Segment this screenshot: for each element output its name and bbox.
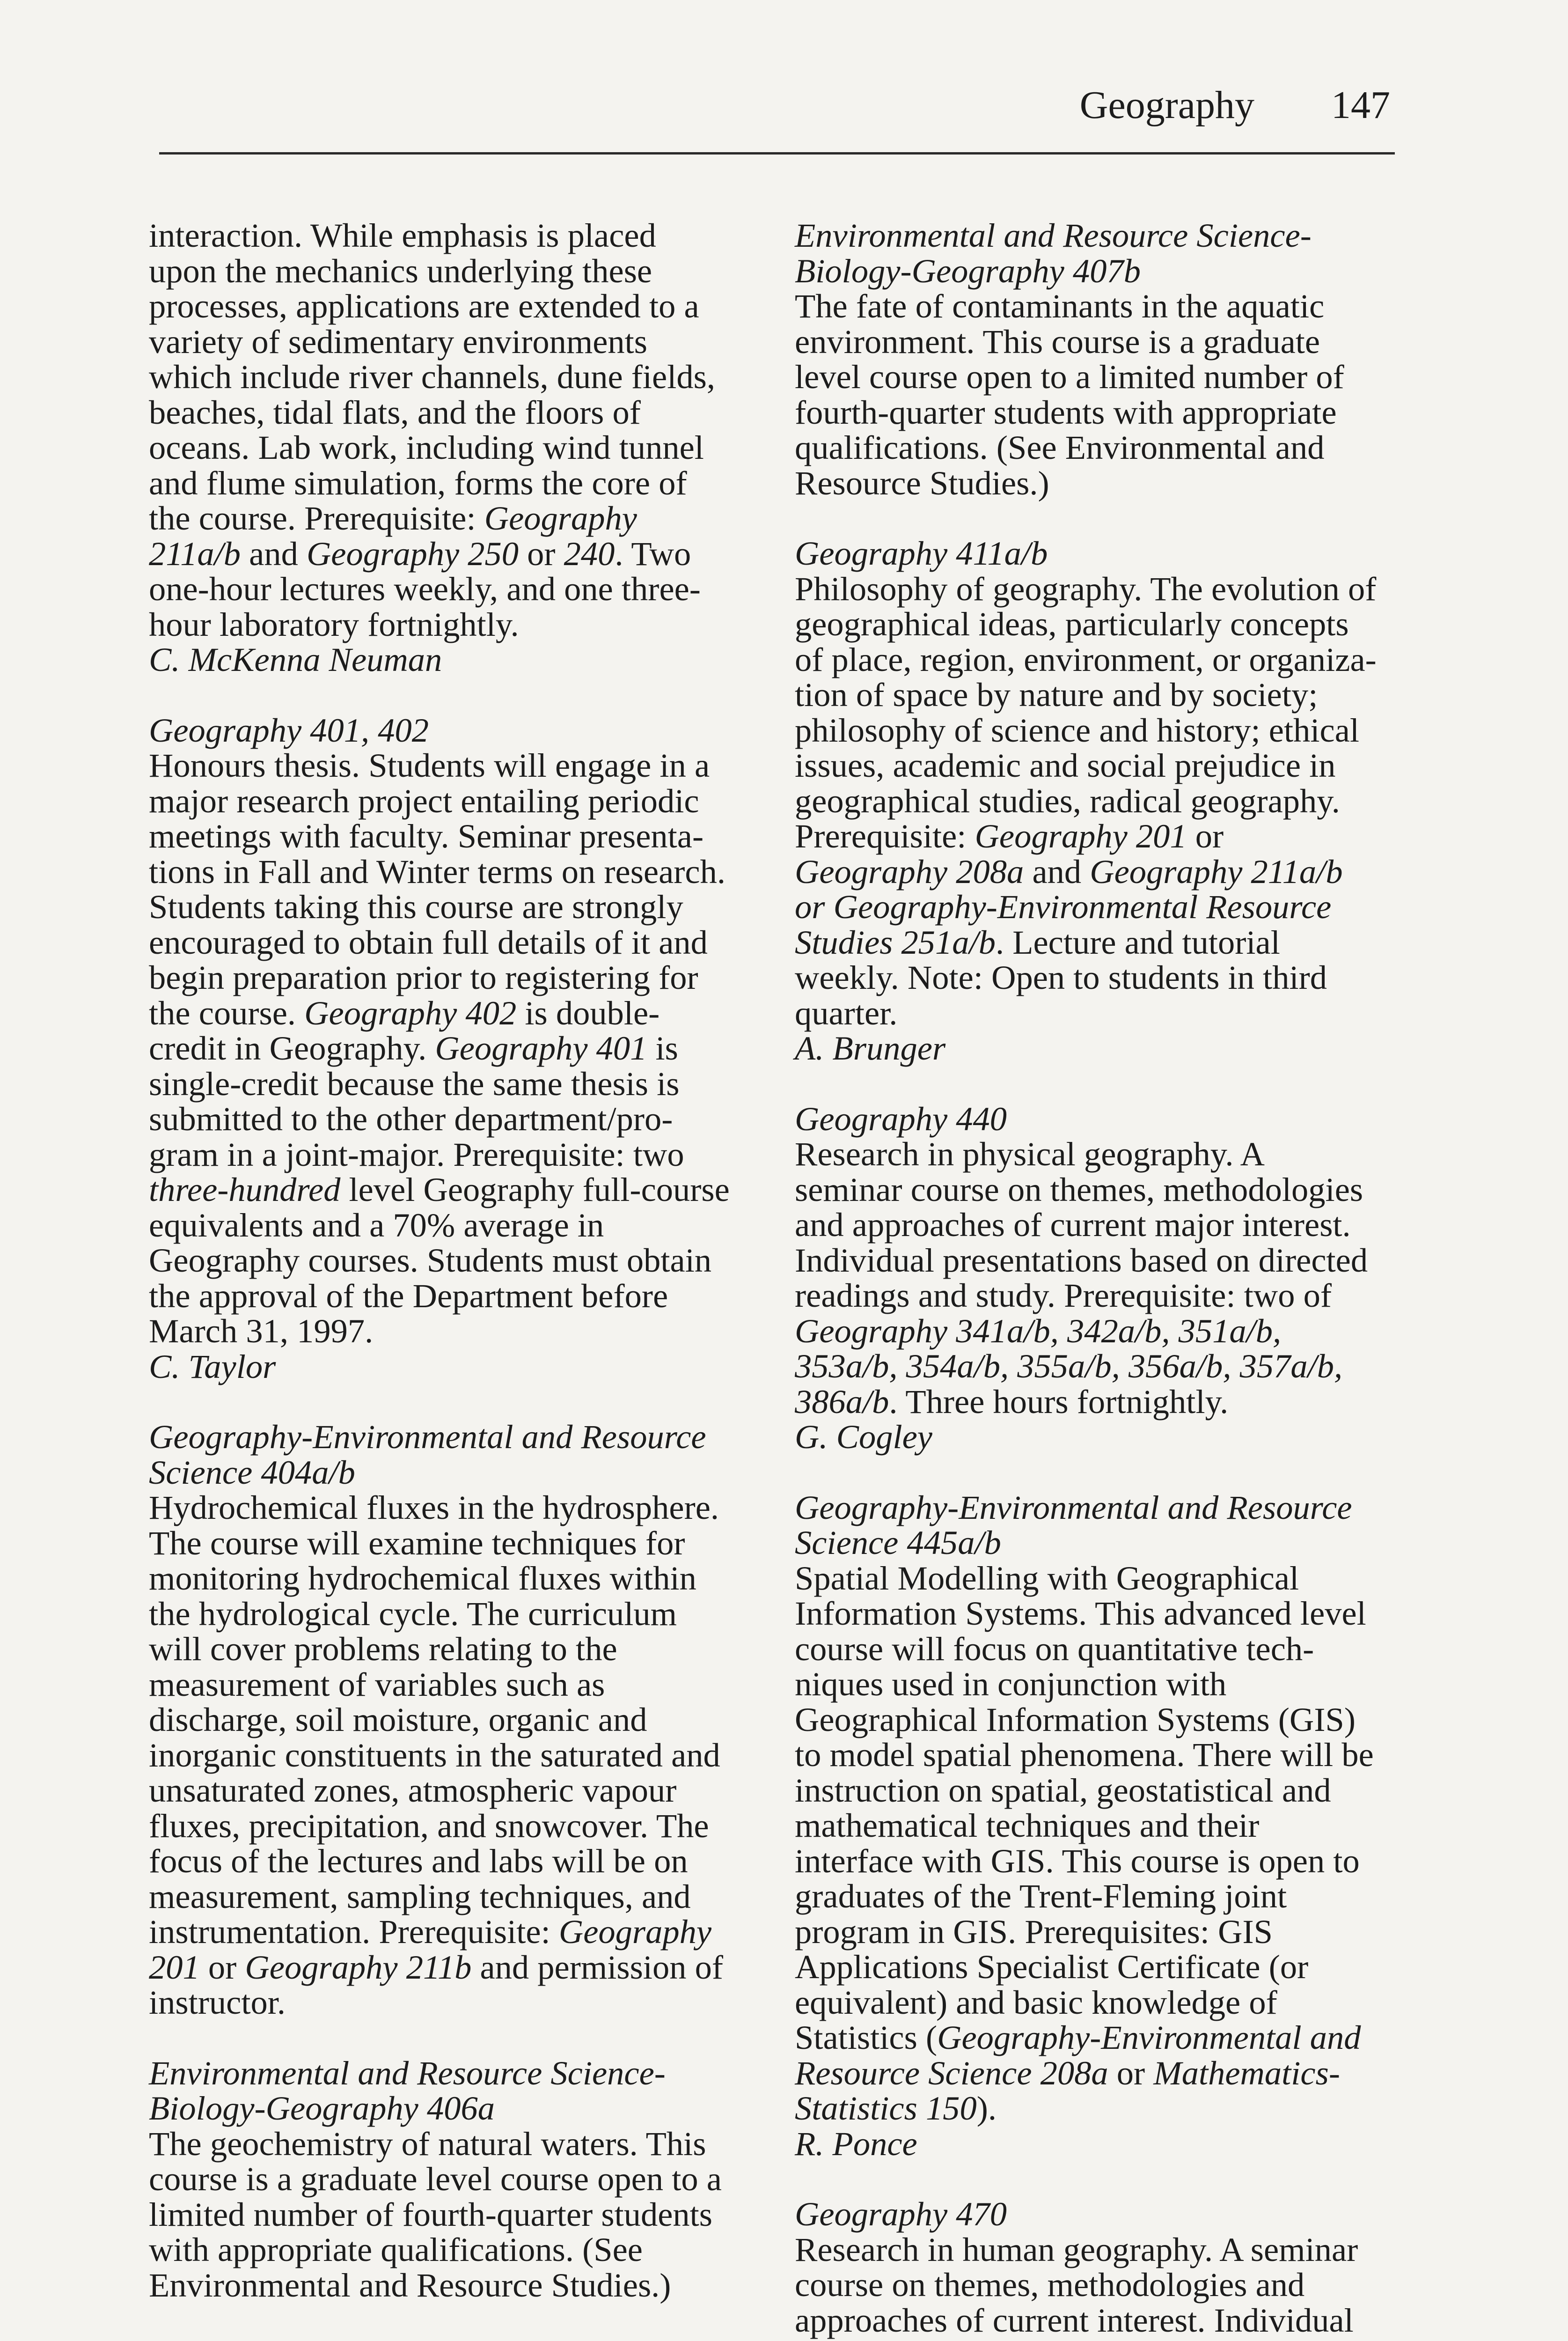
text-segment: processes, applications are extended to a (149, 287, 699, 325)
italic-text: 211a/b (149, 534, 241, 573)
text-line (149, 1985, 748, 2020)
text-line (149, 1843, 748, 1879)
text-segment: hour laboratory fortnightly. (149, 605, 519, 643)
text-segment: variety of sedimentary environments (149, 322, 648, 361)
text-segment: quarter. (795, 994, 898, 1032)
italic-text: Geography 250 (306, 534, 519, 573)
text-segment: or (199, 1948, 245, 1986)
italic-text: Geography 211b (245, 1948, 472, 1986)
text-line (795, 960, 1394, 995)
text-line (149, 2197, 748, 2232)
text-line (795, 1737, 1394, 1773)
text-segment: Hydrochemical fluxes in the hydrosphere. (149, 1488, 719, 1526)
text-line (149, 1101, 748, 1137)
text-segment: measurement of variables such as (149, 1665, 605, 1703)
text-line (149, 1561, 748, 1596)
italic-text: three-hundred (149, 1170, 341, 1208)
text-line (795, 1843, 1394, 1879)
text-line (149, 571, 748, 607)
text-line (149, 1031, 748, 1066)
text-line (149, 288, 748, 324)
text-segment: beaches, tidal flats, and the floors of (149, 393, 641, 431)
text-segment: . Three hours fortnightly. (889, 1382, 1229, 1421)
text-line (149, 359, 748, 395)
text-segment: upon the mechanics underlying these (149, 251, 652, 290)
text-segment: Statistics ( (795, 2018, 938, 2056)
text-line (795, 748, 1394, 783)
course-entry (795, 1101, 1394, 1455)
course-entry (149, 713, 748, 1384)
text-line (795, 571, 1394, 607)
text-segment: Geographical Information Systems (GIS) (795, 1700, 1356, 1738)
text-line (795, 395, 1394, 430)
text-segment: approaches of current interest. Individual (795, 2301, 1354, 2339)
text-line (149, 2232, 748, 2267)
text-segment: Prerequisite: (795, 817, 975, 855)
text-segment: Environmental and Resource Studies.) (149, 2266, 671, 2304)
text-segment: gram in a joint-major. Prerequisite: two (149, 1135, 684, 1173)
text-line (149, 536, 748, 572)
text-segment: begin preparation prior to registering for (149, 958, 698, 996)
text-line (795, 1878, 1394, 1914)
text-segment: geographical studies, radical geography. (795, 781, 1340, 820)
text-line (149, 2267, 748, 2303)
text-segment: The course will examine techniques for (149, 1524, 685, 1562)
text-line (795, 1136, 1394, 1172)
italic-text: Geography 208a (795, 852, 1024, 891)
text-segment: Individual presentations based on directed (795, 1241, 1368, 1279)
text-line (795, 1561, 1394, 1596)
text-line (795, 1419, 1394, 1455)
text-line (795, 1243, 1394, 1278)
text-line (149, 1349, 748, 1384)
text-segment: the course. (149, 994, 305, 1032)
text-line (795, 1773, 1394, 1808)
text-segment: or (519, 534, 564, 573)
text-line (795, 218, 1394, 253)
text-line (149, 1455, 748, 1490)
text-line (795, 606, 1394, 642)
text-segment: Research in physical geography. A (795, 1135, 1265, 1173)
text-line (149, 430, 748, 465)
italic-text: Geography 411a/b (795, 534, 1048, 572)
text-segment: issues, academic and social prejudice in (795, 746, 1336, 784)
text-line (149, 607, 748, 642)
text-line (149, 1066, 748, 1102)
text-line (149, 2126, 748, 2162)
text-line (149, 324, 748, 360)
italic-text: C. Taylor (149, 1347, 276, 1385)
text-line (795, 713, 1394, 748)
italic-text: Geography 401 (435, 1029, 647, 1067)
text-line (149, 1914, 748, 1950)
text-segment: course on themes, methodologies and (795, 2266, 1305, 2304)
text-line (795, 1313, 1394, 1349)
italic-text: 386a/b (795, 1382, 889, 1421)
text-segment: Honours thesis. Students will engage in a (149, 746, 710, 784)
text-line (795, 889, 1394, 925)
page-number: 147 (1331, 83, 1390, 127)
text-line (149, 748, 748, 783)
text-line (149, 1631, 748, 1667)
text-line (149, 1207, 748, 1243)
italic-text: Biology-Geography 407b (795, 251, 1141, 290)
text-segment: discharge, soil moisture, organic and (149, 1701, 647, 1738)
text-line (795, 2267, 1394, 2303)
text-line (795, 536, 1394, 571)
text-line (795, 2196, 1394, 2232)
text-line (795, 1384, 1394, 1420)
text-segment: the hydrological cycle. The curriculum (149, 1594, 677, 1633)
italic-text: Geography (484, 499, 637, 537)
text-segment: is (647, 1029, 678, 1067)
text-segment: meetings with faculty. Seminar presenta- (149, 817, 704, 855)
text-segment: measurement, sampling techniques, and (149, 1877, 691, 1915)
italic-text: Geography 211a/b (1090, 852, 1343, 891)
text-line (795, 430, 1394, 465)
text-segment: Spatial Modelling with Geographical (795, 1559, 1299, 1597)
italic-text: R. Ponce (795, 2124, 917, 2163)
text-segment: instrumentation. Prerequisite: (149, 1913, 559, 1951)
text-segment: environment. This course is a graduate (795, 322, 1320, 361)
text-line (795, 677, 1394, 713)
text-segment: interaction. While emphasis is placed (149, 216, 656, 254)
text-segment: oceans. Lab work, including wind tunnel (149, 428, 704, 466)
italic-text: Mathematics- (1153, 2054, 1340, 2092)
italic-text: Geography (558, 1913, 712, 1951)
italic-text: Geography 201 (975, 817, 1187, 855)
italic-text: 353a/b, 354a/b, 355a/b, 356a/b, 357a/b, (795, 1347, 1343, 1385)
text-line (149, 1702, 748, 1737)
text-line (795, 995, 1394, 1031)
text-line (149, 1419, 748, 1455)
course-entry (795, 536, 1394, 1066)
text-segment: Resource Studies.) (795, 464, 1049, 502)
text-segment: tions in Fall and Winter terms on research. (149, 852, 725, 891)
italic-text: G. Cogley (795, 1418, 932, 1456)
text-segment: or (1187, 817, 1224, 855)
italic-text: or Geography-Environmental Resource (795, 888, 1332, 926)
text-segment: unsaturated zones, atmospheric vapour (149, 1771, 677, 1809)
text-segment: graduates of the Trent-Fleming joint (795, 1877, 1287, 1915)
text-segment: to model spatial phenomena. There will be (795, 1736, 1374, 1774)
text-segment: one-hour lectures weekly, and one three- (149, 570, 701, 608)
text-segment: and approaches of current major interest. (795, 1206, 1351, 1244)
course-entry (795, 2196, 1394, 2338)
text-line (149, 253, 748, 289)
text-segment: fluxes, precipitation, and snowcover. The (149, 1806, 709, 1845)
italic-text: Geography-Environmental and Resource (149, 1418, 706, 1456)
course-entry (795, 218, 1394, 501)
text-line (149, 1879, 748, 1914)
text-line (149, 1773, 748, 1808)
text-line (149, 995, 748, 1031)
text-segment: monitoring hydrochemical fluxes within (149, 1559, 696, 1597)
text-line (149, 1596, 748, 1632)
text-line (149, 465, 748, 501)
left-column (149, 218, 748, 2338)
text-segment: and permission of (471, 1948, 723, 1986)
text-segment: the approval of the Department before (149, 1276, 668, 1315)
text-line (795, 2232, 1394, 2267)
text-line (795, 2055, 1394, 2091)
text-line (795, 1914, 1394, 1950)
text-segment: tion of space by nature and by society; (795, 676, 1318, 714)
text-segment: ). (976, 2089, 996, 2127)
text-line (795, 1348, 1394, 1384)
text-line (149, 1172, 748, 1207)
text-line (795, 1985, 1394, 2020)
text-segment: Philosophy of geography. The evolution of (795, 569, 1377, 608)
right-column (795, 218, 1394, 2341)
text-line (149, 818, 748, 854)
text-line (795, 1101, 1394, 1137)
italic-text: Geography 401, 402 (149, 711, 429, 749)
text-segment: mathematical techniques and their (795, 1806, 1260, 1844)
course-entry (149, 1419, 748, 2020)
text-segment: submitted to the other department/pro- (149, 1100, 673, 1138)
text-line (149, 1313, 748, 1349)
italic-text: Environmental and Resource Science- (795, 216, 1312, 254)
text-line (795, 1631, 1394, 1667)
text-segment: is double- (516, 994, 660, 1032)
text-line (149, 1137, 748, 1172)
text-segment: major research project entailing periodic (149, 781, 699, 820)
italic-text: 240 (564, 534, 615, 573)
italic-text: Environmental and Resource Science- (149, 2054, 666, 2092)
text-segment: inorganic constituents in the saturated and (149, 1736, 720, 1774)
text-line (795, 359, 1394, 395)
text-segment: philosophy of science and history; ethical (795, 711, 1360, 749)
text-segment: equivalent) and basic knowledge of (795, 1983, 1277, 2021)
italic-text: Studies 251a/b (795, 923, 996, 961)
text-line (795, 1596, 1394, 1631)
text-segment: and (241, 534, 307, 573)
text-line (795, 1525, 1394, 1561)
italic-text: Geography-Environmental and (937, 2018, 1361, 2056)
text-line (149, 1667, 748, 1702)
text-segment: program in GIS. Prerequisites: GIS (795, 1912, 1273, 1951)
text-segment: niques used in conjunction with (795, 1665, 1227, 1703)
text-line (795, 925, 1394, 960)
text-segment: limited number of fourth-quarter students (149, 2195, 713, 2233)
section-title: Geography (1079, 83, 1254, 127)
text-line (795, 1207, 1394, 1243)
course-entry (149, 2055, 748, 2303)
text-segment: with appropriate qualifications. (See (149, 2231, 643, 2268)
text-segment: single-credit because the same thesis is (149, 1064, 680, 1103)
text-line (795, 1666, 1394, 1702)
italic-text: Geography 470 (795, 2195, 1007, 2233)
text-segment: of place, region, environment, or organiza- (795, 640, 1377, 678)
text-line (795, 2091, 1394, 2126)
text-segment: equivalents and a 70% average in (149, 1206, 604, 1244)
text-line (149, 960, 748, 995)
text-line (149, 1808, 748, 1844)
text-line (149, 1525, 748, 1561)
text-segment: fourth-quarter students with appropriate (795, 393, 1337, 431)
text-segment: Research in human geography. A seminar (795, 2230, 1358, 2268)
text-line (795, 642, 1394, 677)
text-line (149, 925, 748, 960)
italic-text: Geography 402 (304, 994, 517, 1032)
text-segment: The fate of contaminants in the aquatic (795, 287, 1325, 325)
text-line (795, 1808, 1394, 1843)
italic-text: A. Brunger (795, 1029, 946, 1067)
text-segment: interface with GIS. This course is open to (795, 1841, 1360, 1880)
text-line (149, 889, 748, 925)
text-line (149, 2161, 748, 2197)
text-line (149, 783, 748, 819)
text-line (795, 324, 1394, 360)
course-entry (795, 1490, 1394, 2162)
text-segment: instruction on spatial, geostatistical and (795, 1771, 1331, 1809)
text-segment: Geography courses. Students must obtain (149, 1241, 712, 1279)
text-segment: . Two (615, 534, 691, 573)
italic-text: Science 404a/b (149, 1453, 355, 1491)
text-line (149, 1950, 748, 1985)
text-segment: Applications Specialist Certificate (or (795, 1948, 1309, 1986)
text-line (795, 1278, 1394, 1313)
page-header (159, 77, 1395, 155)
text-line (149, 395, 748, 430)
text-line (795, 854, 1394, 890)
course-entry (149, 218, 748, 677)
text-segment: or (1108, 2054, 1154, 2092)
text-line (149, 1737, 748, 1773)
text-segment: March 31, 1997. (149, 1312, 374, 1350)
italic-text: 201 (149, 1948, 200, 1986)
italic-text: Resource Science 208a (795, 2054, 1108, 2092)
text-segment: weekly. Note: Open to students in third (795, 958, 1327, 996)
text-line (795, 1702, 1394, 1737)
text-segment: Information Systems. This advanced level (795, 1594, 1366, 1632)
text-line (795, 1172, 1394, 1207)
text-line (149, 1278, 748, 1314)
text-line (149, 854, 748, 890)
text-line (149, 2091, 748, 2126)
text-line (149, 501, 748, 536)
text-line (795, 2303, 1394, 2338)
italic-text: Geography 341a/b, 342a/b, 351a/b, (795, 1311, 1282, 1350)
text-segment: focus of the lectures and labs will be on (149, 1842, 688, 1880)
text-line (795, 288, 1394, 324)
text-line (149, 713, 748, 748)
text-segment: level course open to a limited number of (795, 358, 1344, 396)
italic-text: Geography 440 (795, 1099, 1007, 1138)
text-line (149, 218, 748, 253)
italic-text: Biology-Geography 406a (149, 2089, 495, 2127)
text-line (795, 1490, 1394, 1525)
text-segment: . Lecture and tutorial (995, 923, 1280, 961)
text-segment: and flume simulation, forms the core of (149, 464, 687, 502)
text-line (795, 783, 1394, 819)
text-segment: encouraged to obtain full details of it and (149, 923, 708, 961)
text-segment: course will focus on quantitative tech- (795, 1629, 1314, 1668)
italic-text: Statistics 150 (795, 2089, 977, 2127)
text-segment: seminar course on themes, methodologies (795, 1170, 1363, 1208)
text-line (149, 1490, 748, 1525)
text-segment: course is a graduate level course open to a (149, 2160, 722, 2198)
text-line (795, 2126, 1394, 2162)
text-segment: the course. Prerequisite: (149, 499, 484, 537)
text-segment: instructor. (149, 1983, 286, 2021)
text-line (149, 1243, 748, 1278)
text-line (795, 818, 1394, 854)
text-segment: qualifications. (See Environmental and (795, 428, 1325, 466)
text-line (149, 642, 748, 677)
text-line (149, 2055, 748, 2091)
text-segment: The geochemistry of natural waters. This (149, 2124, 706, 2163)
italic-text: Science 445a/b (795, 1524, 1001, 1561)
text-segment: readings and study. Prerequisite: two of (795, 1276, 1332, 1314)
text-segment: credit in Geography. (149, 1029, 435, 1067)
text-segment: and (1024, 852, 1090, 891)
text-segment: Students taking this course are strongly (149, 888, 683, 926)
italic-text: C. McKenna Neuman (149, 640, 442, 678)
text-line (795, 1031, 1394, 1066)
italic-text: Geography-Environmental and Resource (795, 1488, 1352, 1526)
text-segment: level Geography full-course (340, 1170, 730, 1208)
text-segment: will cover problems relating to the (149, 1630, 617, 1668)
text-line (795, 465, 1394, 501)
text-segment: which include river channels, dune fields, (149, 358, 715, 396)
text-segment: geographical ideas, particularly concepts (795, 605, 1349, 643)
text-line (795, 2020, 1394, 2055)
text-line (795, 253, 1394, 289)
text-line (795, 1949, 1394, 1985)
